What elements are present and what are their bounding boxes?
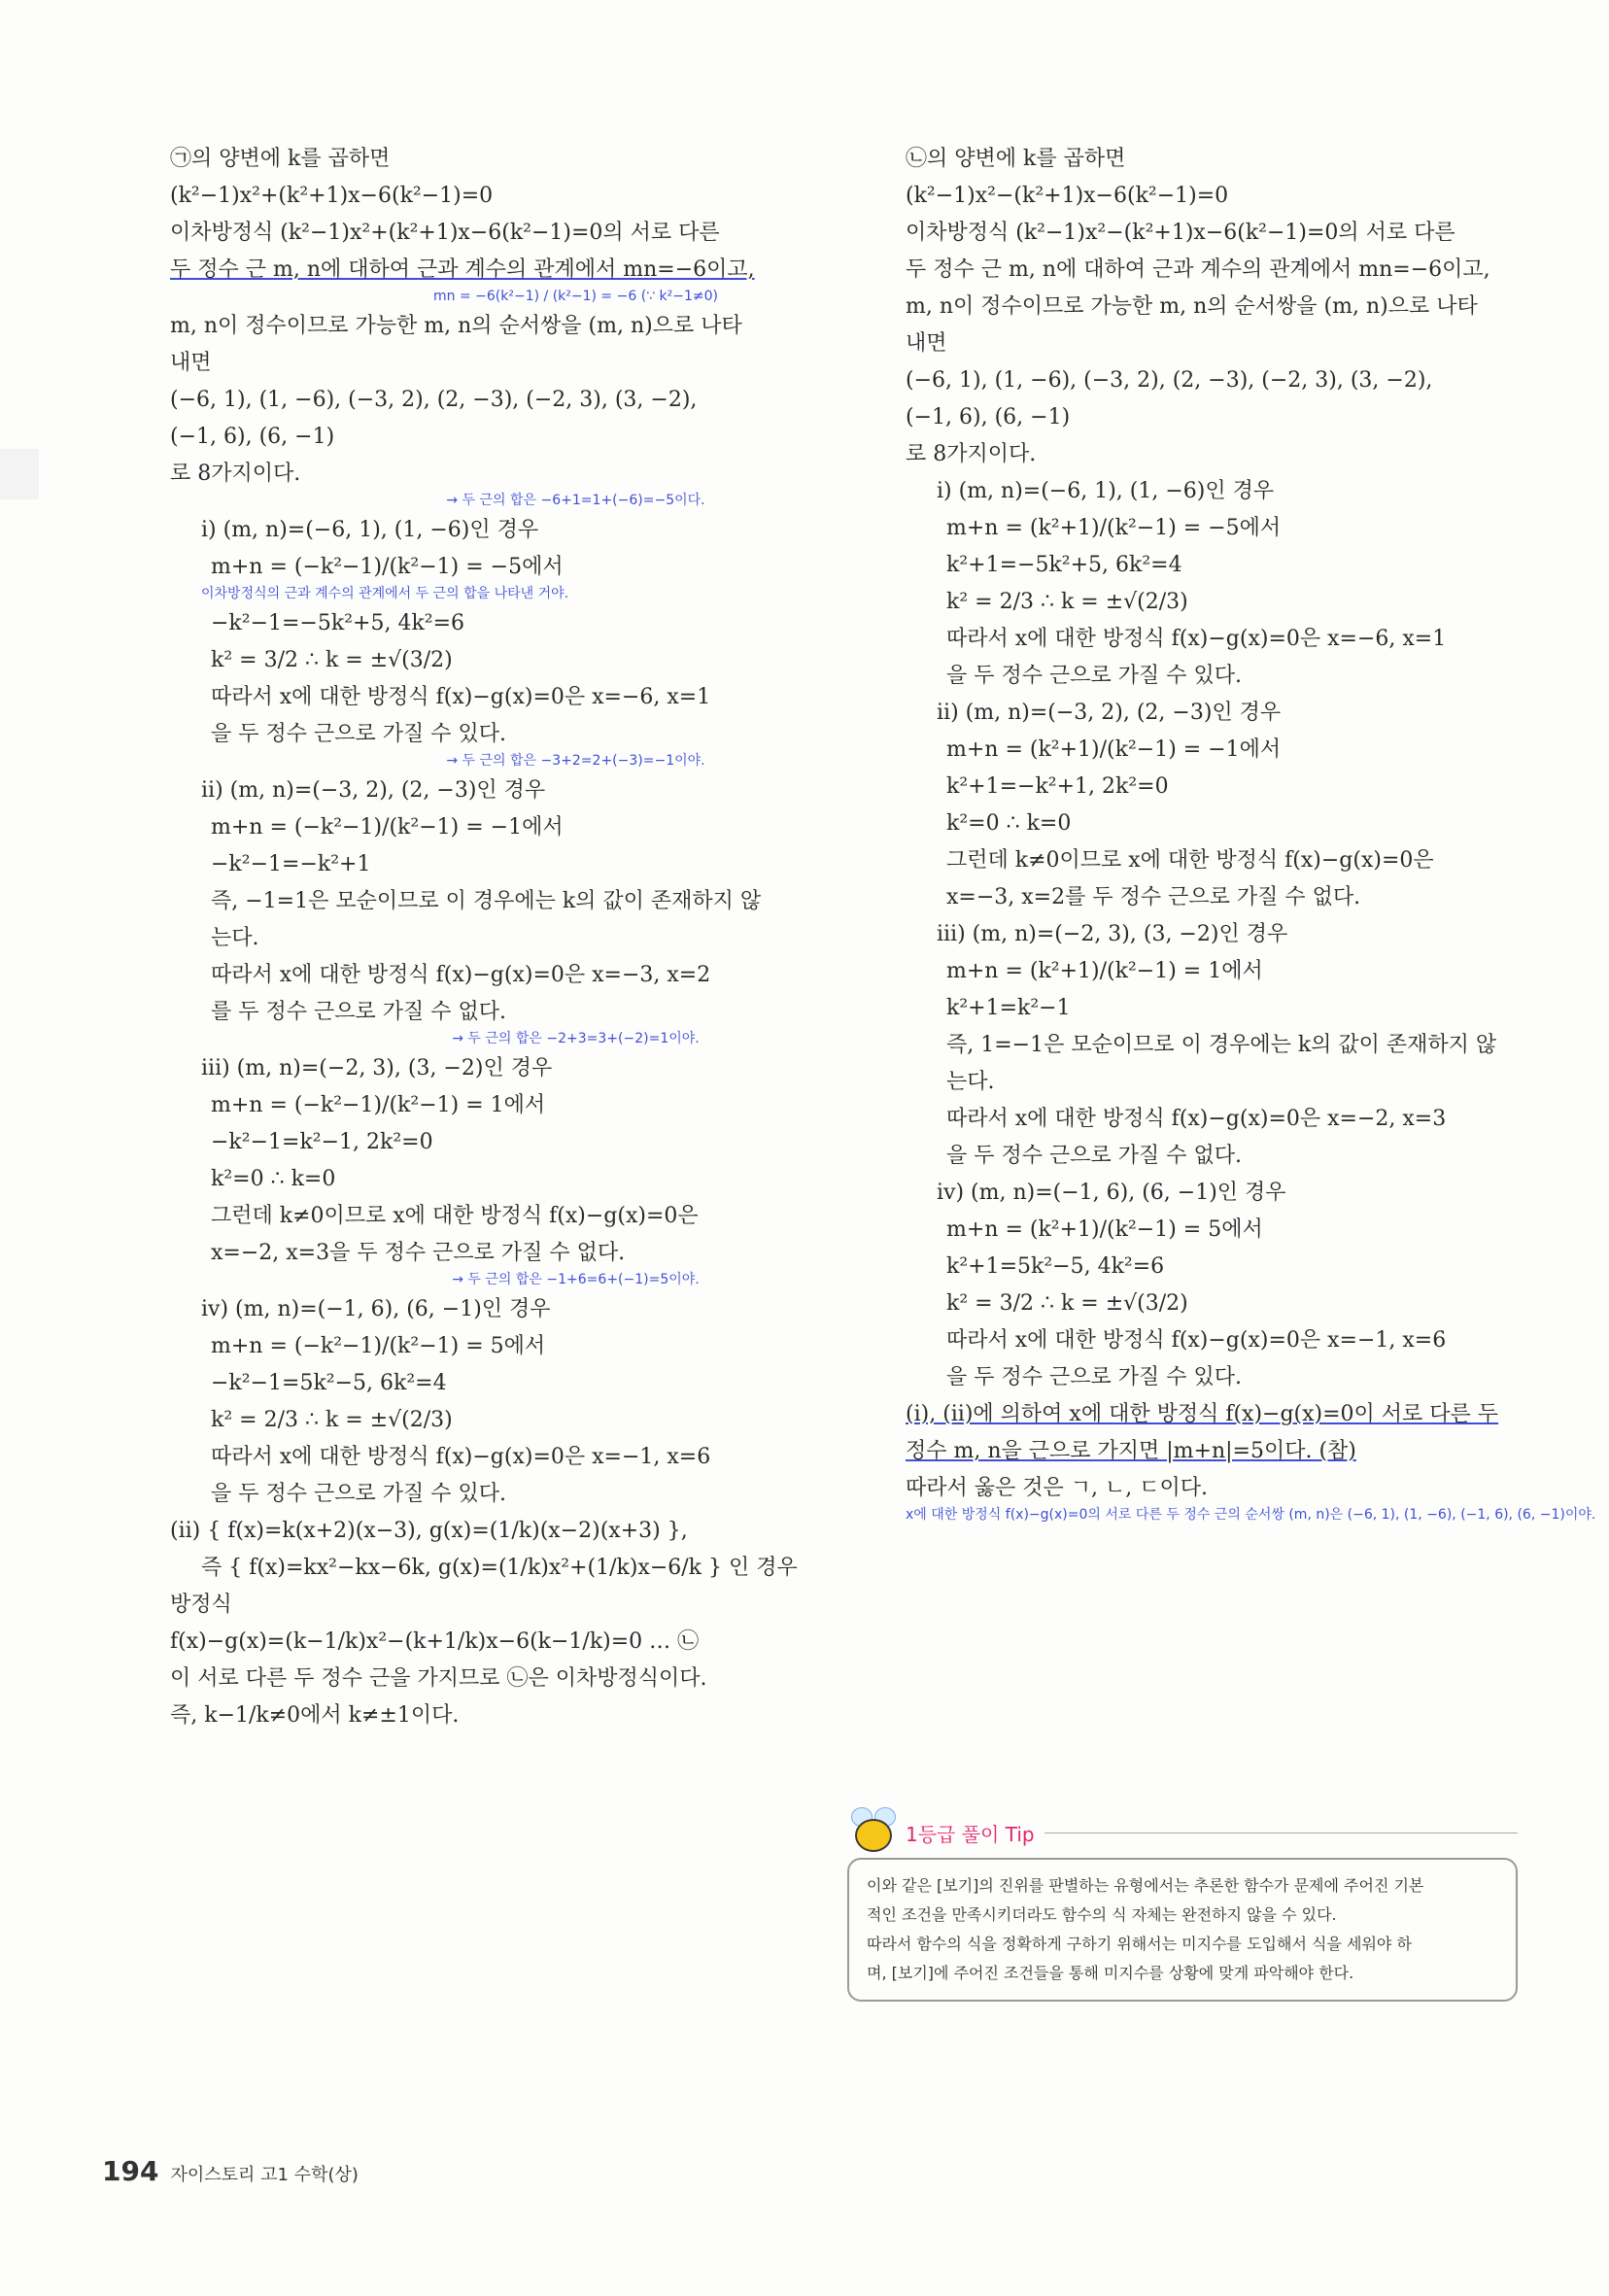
solution-line: 이차방정식 (k²−1)x²−(k²+1)x−6(k²−1)=0의 서로 다른 [906, 221, 1455, 245]
tip-line: 적인 조건을 만족시키더라도 함수의 식 자체는 완전하지 않을 수 있다. [867, 1905, 1337, 1924]
solution-line: m+n = (k²+1)/(k²−1) = 5에서 [946, 1217, 1263, 1242]
solution-line: −k²−1=5k²−5, 6k²=4 [211, 1371, 447, 1395]
solution-line: k² = 3/2 ∴ k = ±√(3/2) [946, 1291, 1188, 1316]
tip-title: 1등급 풀이 Tip [906, 1822, 1035, 1846]
solution-line: 따라서 x에 대한 방정식 f(x)−g(x)=0은 x=−6, x=1 [946, 627, 1447, 651]
solution-line: ⅰ) (m, n)=(−6, 1), (1, −6)인 경우 [937, 479, 1275, 503]
page-side-tab [0, 449, 39, 499]
tip-content [847, 1858, 1518, 2002]
solution-line: −k²−1=k²−1, 2k²=0 [211, 1130, 433, 1154]
solution-line: m+n = (−k²−1)/(k²−1) = −1에서 [211, 815, 564, 840]
solution-line: 방정식 [170, 1593, 232, 1617]
solution-line: 두 정수 근 m, n에 대하여 근과 계수의 관계에서 mn=−6이고, [170, 257, 755, 282]
solution-line: 을 두 정수 근으로 가질 수 있다. [211, 1482, 506, 1506]
solution-line: k²+1=5k²−5, 4k²=6 [946, 1254, 1165, 1279]
tip-line: 이와 같은 [보기]의 진위를 판별하는 유형에서는 추론한 함수가 문제에 주어진 기본 [867, 1876, 1424, 1895]
solution-line: 따라서 x에 대한 방정식 f(x)−g(x)=0은 x=−3, x=2 [211, 963, 711, 987]
solution-line: (−6, 1), (1, −6), (−3, 2), (2, −3), (−2, 3), (3, −2), [170, 388, 698, 412]
solution-line: 내면 [906, 331, 947, 356]
page-number: 194 [102, 2155, 159, 2187]
solution-line: 을 두 정수 근으로 가질 수 있다. [946, 1365, 1242, 1389]
tip-box [847, 1807, 1518, 2002]
solution-line: k² = 2/3 ∴ k = ±√(2/3) [946, 590, 1188, 614]
solution-line: 를 두 정수 근으로 가질 수 없다. [211, 1000, 506, 1024]
solution-line: m+n = (−k²−1)/(k²−1) = 5에서 [211, 1334, 546, 1358]
solution-line: 로 8가지이다. [906, 442, 1037, 466]
tip-line: 따라서 함수의 식을 정확하게 구하기 위해서는 미지수를 도입해서 식을 세워야 하 [867, 1935, 1412, 1953]
solution-line: x=−3, x=2를 두 정수 근으로 가질 수 없다. [946, 885, 1361, 909]
solution-line: ㉠의 양변에 k를 곱하면 [170, 147, 391, 171]
solution-line: 따라서 x에 대한 방정식 f(x)−g(x)=0은 x=−6, x=1 [211, 685, 711, 709]
right-column [906, 146, 1596, 1531]
solution-line: (k²−1)x²+(k²+1)x−6(k²−1)=0 [170, 184, 494, 208]
left-column [170, 146, 798, 1739]
solution-line: k² = 3/2 ∴ k = ±√(3/2) [211, 648, 453, 672]
annotation-note: → 두 근의 합은 −6+1=1+(−6)=−5이다. [446, 493, 705, 508]
solution-line: (−6, 1), (1, −6), (−3, 2), (2, −3), (−2, 3), (3, −2), [906, 368, 1433, 393]
solution-line: m+n = (k²+1)/(k²−1) = −1에서 [946, 737, 1282, 762]
solution-line: ㉡의 양변에 k를 곱하면 [906, 147, 1126, 171]
solution-line: 이차방정식 (k²−1)x²+(k²+1)x−6(k²−1)=0의 서로 다른 [170, 221, 720, 245]
solution-line: m+n = (k²+1)/(k²−1) = −5에서 [946, 516, 1282, 540]
solution-line: (−1, 6), (6, −1) [906, 405, 1071, 429]
page-footer [102, 2155, 359, 2187]
solution-line: x=−2, x=3을 두 정수 근으로 가질 수 없다. [211, 1241, 626, 1265]
solution-line: (−1, 6), (6, −1) [170, 425, 335, 449]
annotation-note: x에 대한 방정식 f(x)−g(x)=0의 서로 다른 두 정수 근의 순서쌍 (m, n)은 (−6, 1), (1, −6), (−1, 6), (6, −1)이야. [906, 1507, 1596, 1523]
solution-line: 내면 [170, 351, 212, 375]
solution-line: m, n이 정수이므로 가능한 m, n의 순서쌍을 (m, n)으로 나타 [170, 314, 742, 338]
solution-line: m+n = (k²+1)/(k²−1) = 1에서 [946, 959, 1263, 983]
tip-header [847, 1807, 1518, 1858]
solution-line: ⅱ) (m, n)=(−3, 2), (2, −3)인 경우 [937, 701, 1282, 725]
solution-line: 로 8가지이다. [170, 462, 301, 486]
solution-line: 따라서 x에 대한 방정식 f(x)−g(x)=0은 x=−2, x=3 [946, 1107, 1447, 1131]
annotation-note: → 두 근의 합은 −2+3=3+(−2)=1이야. [452, 1031, 700, 1046]
solution-line: m+n = (−k²−1)/(k²−1) = 1에서 [211, 1093, 546, 1117]
solution-line: 즉, k−1/k≠0에서 k≠±1이다. [170, 1703, 460, 1728]
solution-line: 따라서 옳은 것은 ㄱ, ㄴ, ㄷ이다. [906, 1476, 1208, 1500]
solution-line: 즉, −1=1은 모순이므로 이 경우에는 k의 값이 존재하지 않 [211, 889, 762, 913]
book-title: 자이스토리 고1 수학(상) [170, 2165, 359, 2185]
annotation-note: mn = −6(k²−1) / (k²−1) = −6 (∵ k²−1≠0) [433, 289, 718, 304]
solution-line: 두 정수 근 m, n에 대하여 근과 계수의 관계에서 mn=−6이고, [906, 257, 1490, 282]
solution-line: ⅱ) (m, n)=(−3, 2), (2, −3)인 경우 [201, 778, 546, 803]
tip-line: 며, [보기]에 주어진 조건들을 통해 미지수를 상황에 맞게 파악해야 한다. [867, 1964, 1354, 1982]
solution-line: k² = 2/3 ∴ k = ±√(2/3) [211, 1408, 453, 1432]
solution-line: ⅲ) (m, n)=(−2, 3), (3, −2)인 경우 [201, 1056, 553, 1080]
solution-line: k²=0 ∴ k=0 [946, 811, 1072, 836]
solution-line: 는다. [946, 1070, 995, 1094]
solution-line: (k²−1)x²−(k²+1)x−6(k²−1)=0 [906, 184, 1229, 208]
bee-icon [847, 1807, 900, 1858]
solution-line: k²+1=−5k²+5, 6k²=4 [946, 553, 1182, 577]
solution-line: ⅳ) (m, n)=(−1, 6), (6, −1)인 경우 [937, 1181, 1286, 1205]
solution-line: 즉, 1=−1은 모순이므로 이 경우에는 k의 값이 존재하지 않 [946, 1033, 1497, 1057]
annotation-note: → 두 근의 합은 −1+6=6+(−1)=5이야. [452, 1272, 700, 1287]
solution-line: 즉 { f(x)=kx²−kx−6k, g(x)=(1/k)x²+(1/k)x−6/k } 인 경우 [201, 1556, 798, 1580]
solution-line: −k²−1=−k²+1 [211, 852, 371, 876]
solution-line: 따라서 x에 대한 방정식 f(x)−g(x)=0은 x=−1, x=6 [946, 1328, 1447, 1353]
solution-line: m, n이 정수이므로 가능한 m, n의 순서쌍을 (m, n)으로 나타 [906, 294, 1478, 319]
solution-line: 을 두 정수 근으로 가질 수 있다. [211, 722, 506, 746]
solution-line: (ⅱ) { f(x)=k(x+2)(x−3), g(x)=(1/k)(x−2)(x+3) }, [170, 1519, 688, 1543]
solution-line: 을 두 정수 근으로 가질 수 있다. [946, 664, 1242, 688]
solution-line: k²+1=−k²+1, 2k²=0 [946, 774, 1169, 799]
solution-line: −k²−1=−5k²+5, 4k²=6 [211, 611, 465, 635]
solution-line: m+n = (−k²−1)/(k²−1) = −5에서 [211, 555, 564, 579]
annotation-note: → 두 근의 합은 −3+2=2+(−3)=−1이야. [446, 753, 705, 769]
solution-line: k²+1=k²−1 [946, 996, 1071, 1020]
solution-line: 을 두 정수 근으로 가질 수 없다. [946, 1144, 1242, 1168]
solution-line: 그런데 k≠0이므로 x에 대한 방정식 f(x)−g(x)=0은 [946, 848, 1434, 873]
solution-line: ⅲ) (m, n)=(−2, 3), (3, −2)인 경우 [937, 922, 1288, 946]
solution-line: 이 서로 다른 두 정수 근을 가지므로 ㉡은 이차방정식이다. [170, 1666, 707, 1691]
solution-line: (ⅰ), (ⅱ)에 의하여 x에 대한 방정식 f(x)−g(x)=0이 서로 다른 두 [906, 1402, 1499, 1426]
solution-line: 따라서 x에 대한 방정식 f(x)−g(x)=0은 x=−1, x=6 [211, 1445, 711, 1469]
solution-line: f(x)−g(x)=(k−1/k)x²−(k+1/k)x−6(k−1/k)=0 … ㉡ [170, 1629, 700, 1654]
annotation-note: 이차방정식의 근과 계수의 관계에서 두 근의 합을 나타낸 거야. [201, 586, 569, 601]
solution-line: ⅰ) (m, n)=(−6, 1), (1, −6)인 경우 [201, 518, 539, 542]
solution-line: ⅳ) (m, n)=(−1, 6), (6, −1)인 경우 [201, 1297, 551, 1321]
solution-line: 그런데 k≠0이므로 x에 대한 방정식 f(x)−g(x)=0은 [211, 1204, 699, 1228]
solution-line: 정수 m, n을 근으로 가지면 |m+n|=5이다. (참) [906, 1439, 1356, 1463]
solution-line: 는다. [211, 926, 259, 950]
solution-line: k²=0 ∴ k=0 [211, 1167, 336, 1191]
